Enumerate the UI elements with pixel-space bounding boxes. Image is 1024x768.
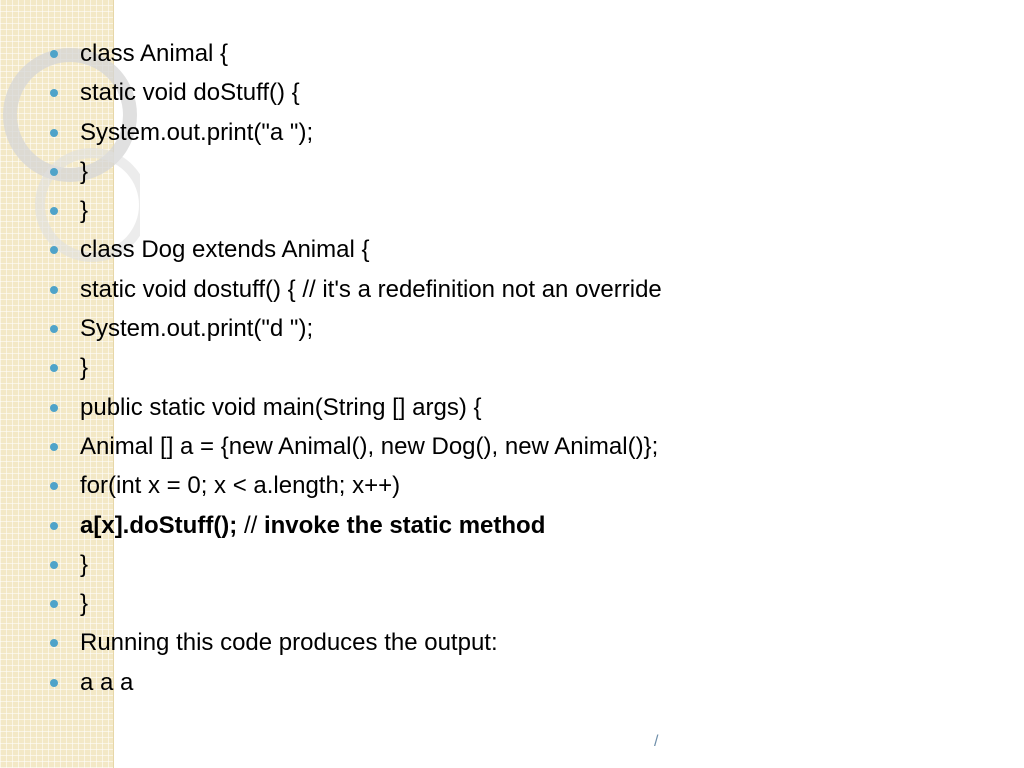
list-item — [48, 584, 662, 623]
line-text: } — [80, 550, 89, 578]
list-item — [48, 663, 662, 702]
bullet-icon — [50, 404, 58, 412]
bullet-icon — [50, 679, 58, 687]
comment-text: invoke the static method — [263, 511, 546, 539]
list-item — [48, 545, 662, 584]
line-text: } — [80, 157, 89, 185]
list-item — [48, 113, 662, 152]
bullet-icon — [50, 600, 58, 608]
bullet-icon — [50, 482, 58, 490]
method-call-text: a[x].doStuff(); — [80, 511, 238, 539]
bullet-icon — [50, 50, 58, 58]
bullet-icon — [50, 561, 58, 569]
line-text: static void doStuff() { — [80, 79, 300, 107]
list-item — [48, 230, 662, 269]
line-text: } — [80, 197, 89, 225]
list-item — [48, 152, 662, 191]
list-item — [48, 427, 662, 466]
comment-marker: // — [237, 511, 264, 539]
footer-slash: / — [654, 733, 659, 750]
line-text: System.out.print("d "); — [80, 315, 314, 343]
bullet-icon — [50, 443, 58, 451]
line-text: public static void main(String [] args) { — [80, 393, 482, 421]
line-text: class Dog extends Animal { — [80, 236, 370, 264]
line-text: static void dostuff() { // it's a redefinition not an override — [80, 275, 662, 303]
bullet-icon — [50, 168, 58, 176]
bullet-icon — [50, 286, 58, 294]
line-text: } — [80, 354, 89, 382]
list-item — [48, 270, 662, 309]
line-text: System.out.print("a "); — [80, 118, 314, 146]
list-item — [48, 623, 662, 662]
bullet-icon — [50, 364, 58, 372]
bullet-icon — [50, 207, 58, 215]
line-text: } — [80, 590, 89, 618]
list-item — [48, 73, 662, 112]
bullet-icon — [50, 522, 58, 530]
list-item — [48, 466, 662, 505]
bullet-icon — [50, 89, 58, 97]
code-bullet-list — [48, 34, 662, 702]
line-text: class Animal { — [80, 40, 229, 67]
list-item — [48, 506, 662, 545]
line-text: Animal [] a = {new Animal(), new Dog(), new Animal()}; — [80, 432, 659, 460]
line-text: for(int x = 0; x < a.length; x++) — [80, 472, 401, 500]
line-text: Running this code produces the output: — [80, 629, 498, 657]
bullet-icon — [50, 325, 58, 333]
list-item — [48, 348, 662, 387]
list-item — [48, 309, 662, 348]
bullet-icon — [50, 639, 58, 647]
list-item — [48, 34, 662, 73]
list-item — [48, 191, 662, 230]
list-item — [48, 388, 662, 427]
line-text: a a a — [80, 668, 134, 696]
bullet-icon — [50, 246, 58, 254]
bullet-icon — [50, 129, 58, 137]
